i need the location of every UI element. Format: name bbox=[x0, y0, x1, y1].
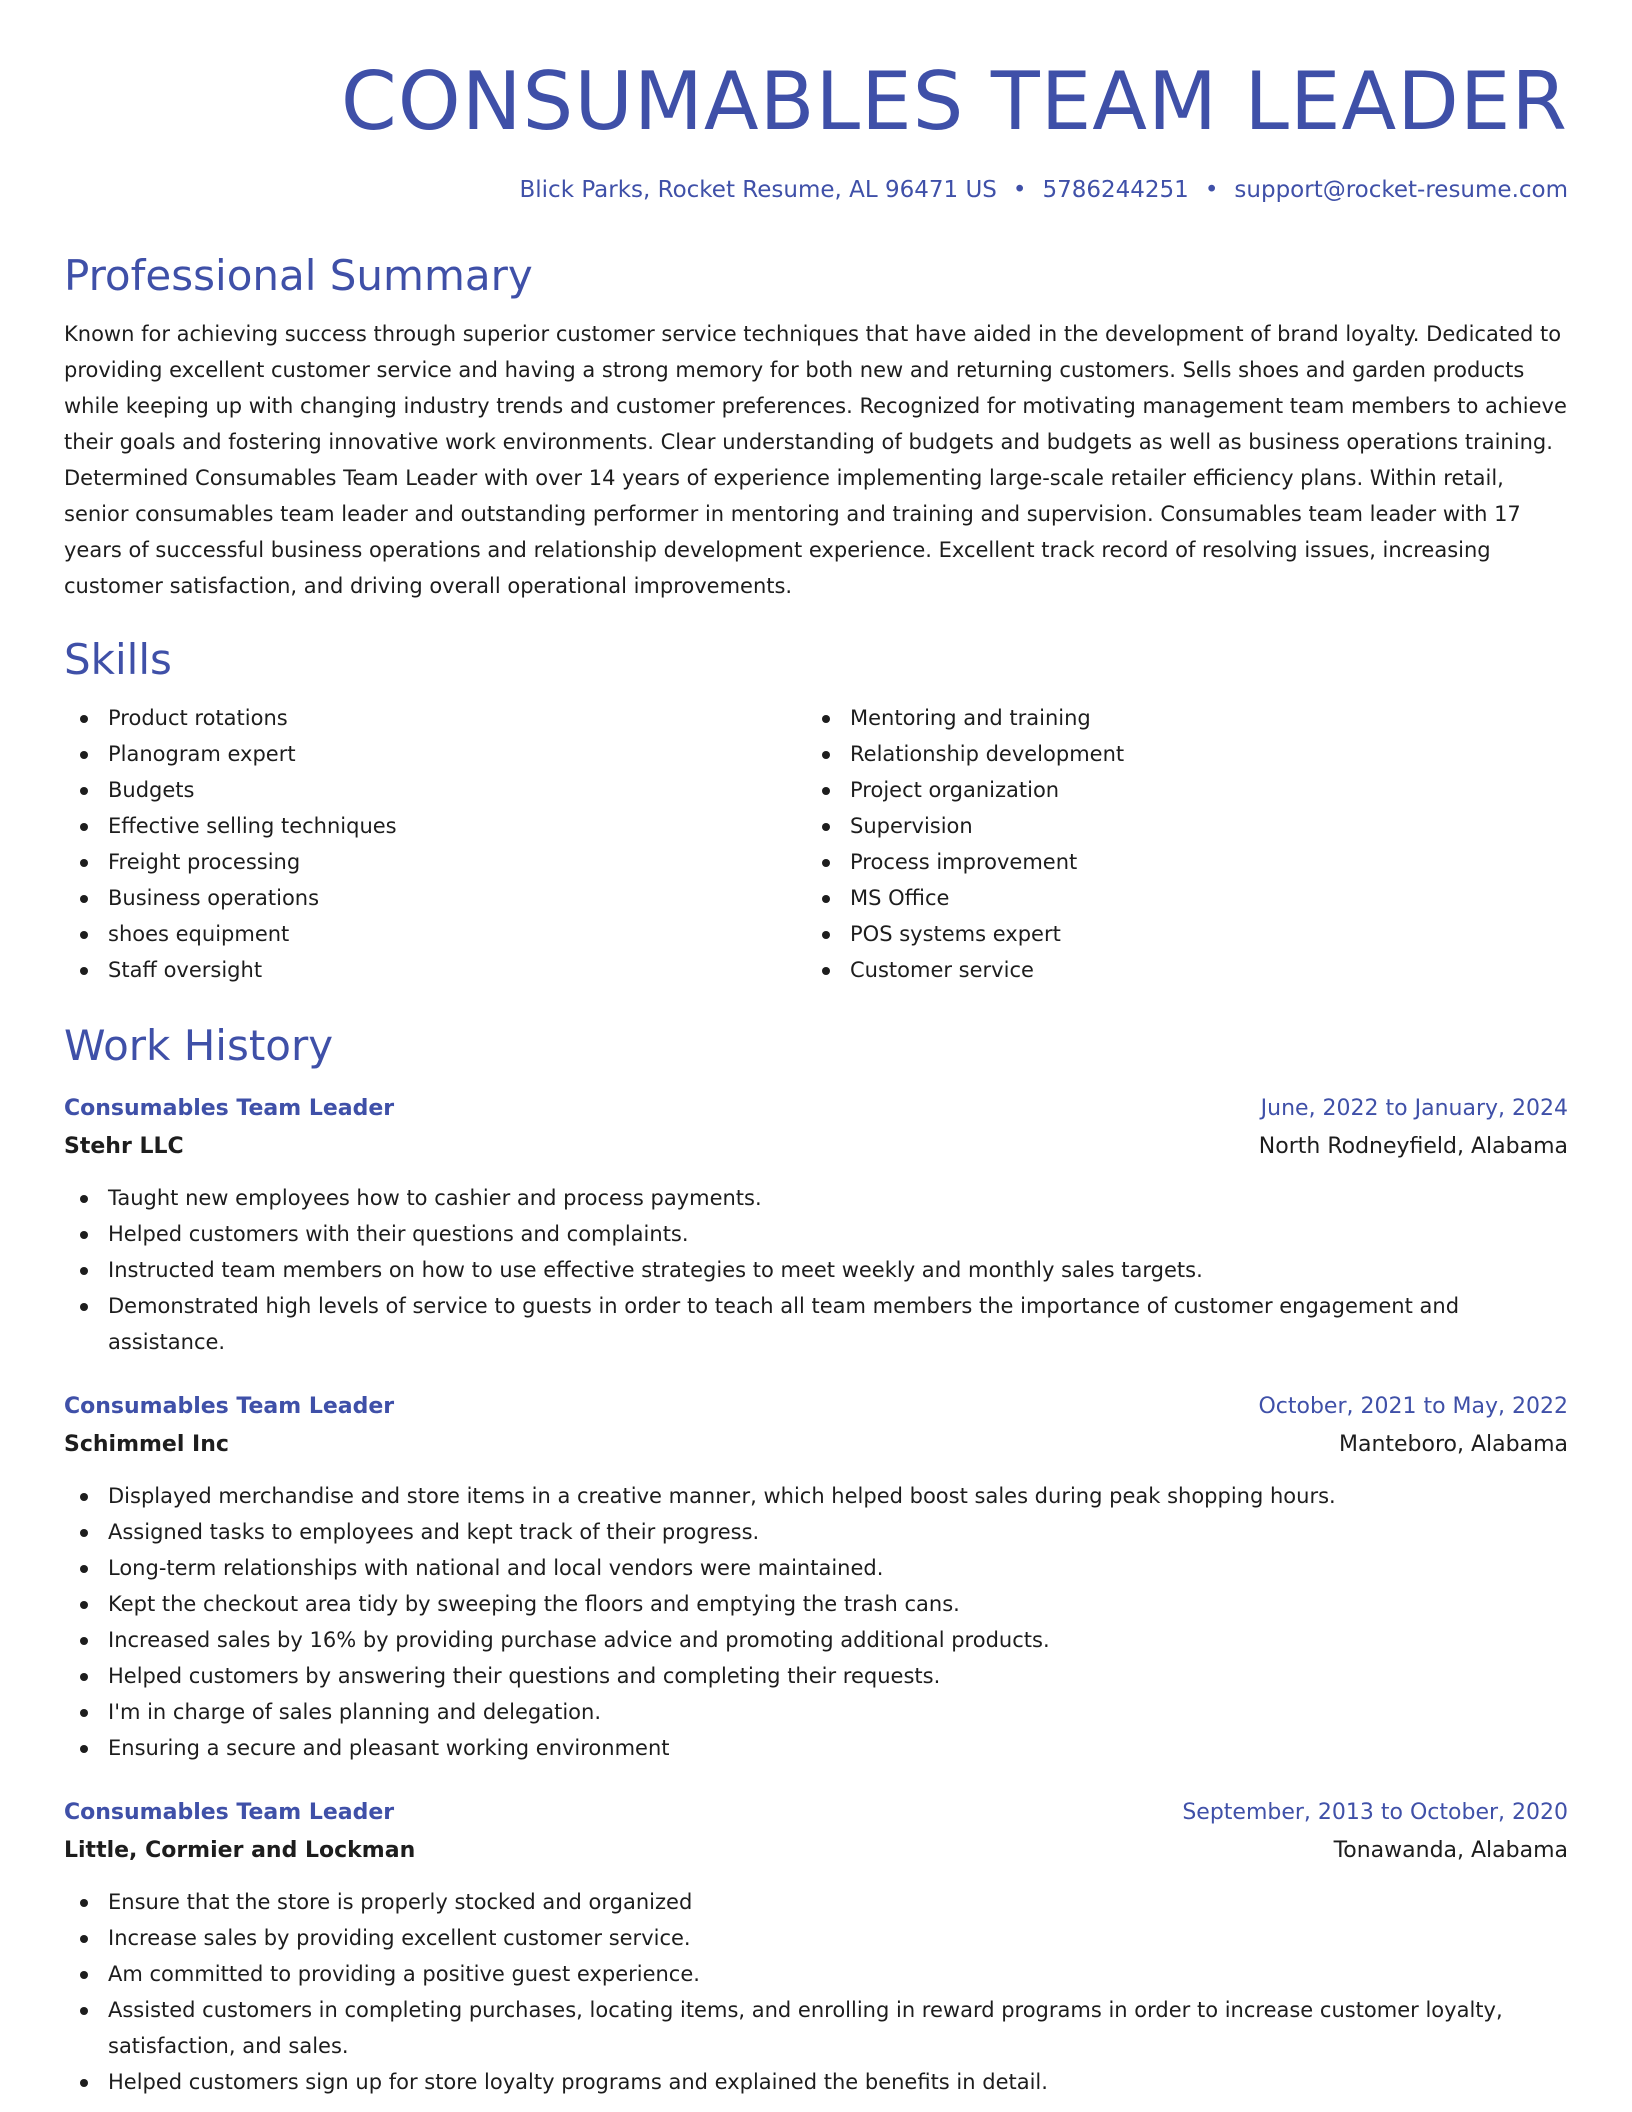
summary-text: Known for achieving success through superior customer service techniques that have aided in the development of brand loyalty. Dedicated to providing excellent customer service and having a strong memory for both new and returning customers. Sells shoes and garden products while keeping up with changing industry trends and customer preferences. Recognized for motivating management team members to achieve their goals and fostering innovative work environments. Clear understanding of budgets and budgets as well as business operations training. Determined Consumables Team Leader with over 14 years of experience implementing large-scale retailer efficiency plans. Within retail, senior consumables team leader and outstanding performer in mentoring and training and supervision. Consumables team leader with 17 years of successful business operations and relationship development experience. Excellent track record of resolving issues, increasing customer satisfaction, and driving overall operational improvements. bbox=[64, 322, 1567, 598]
job-bullet: Increase sales by providing excellent customer service. bbox=[64, 1920, 1568, 1956]
skills-heading: Skills bbox=[64, 635, 172, 684]
summary-heading: Professional Summary bbox=[64, 251, 533, 300]
skill-item: Relationship development bbox=[806, 736, 1548, 772]
skill-item: shoes equipment bbox=[64, 916, 806, 952]
job-bullet: Demonstrated high levels of service to guests in order to teach all team members the importance of customer engagement and assistance. bbox=[64, 1288, 1568, 1360]
job-header-row bbox=[64, 1090, 1568, 1128]
skill-item: POS systems expert bbox=[806, 916, 1548, 952]
resume-name: CONSUMABLES TEAM LEADER bbox=[340, 55, 1568, 148]
job-company-row bbox=[64, 1832, 1568, 1870]
skill-item: Effective selling techniques bbox=[64, 808, 806, 844]
job-bullet: Displayed merchandise and store items in a creative manner, which helped boost sales during peak shopping hours. bbox=[64, 1478, 1568, 1514]
skill-item: Mentoring and training bbox=[806, 700, 1548, 736]
job-entry bbox=[64, 1090, 1568, 1360]
job-header-row bbox=[64, 1794, 1568, 1832]
job-company: Stehr LLC bbox=[64, 1134, 184, 1159]
contact-separator: • bbox=[1012, 177, 1027, 203]
job-bullet: Ensuring a secure and pleasant working environment bbox=[64, 1730, 1568, 1766]
skill-item: Supervision bbox=[806, 808, 1548, 844]
job-title: Consumables Team Leader bbox=[64, 1800, 395, 1825]
skill-item: Project organization bbox=[806, 772, 1548, 808]
job-bullet: Instructed team members on how to use effective strategies to meet weekly and monthly sales targets. bbox=[64, 1252, 1568, 1288]
contact-separator: • bbox=[1204, 177, 1219, 203]
skill-item: Freight processing bbox=[64, 844, 806, 880]
contact-email: support@rocket-resume.com bbox=[1234, 177, 1568, 203]
job-bullet: Assigned tasks to employees and kept track of their progress. bbox=[64, 1514, 1568, 1550]
contact-line bbox=[64, 174, 1568, 206]
job-bullet: Am committed to providing a positive guest experience. bbox=[64, 1956, 1568, 1992]
job-entry bbox=[64, 1794, 1568, 2100]
skill-item: Staff oversight bbox=[64, 952, 806, 988]
job-entry bbox=[64, 1388, 1568, 1766]
skills-column-left bbox=[64, 700, 806, 988]
job-bullet: Helped customers sign up for store loyalty programs and explained the benefits in detail. bbox=[64, 2064, 1568, 2100]
skill-item: MS Office bbox=[806, 880, 1548, 916]
job-company-row bbox=[64, 1128, 1568, 1166]
job-bullet: Helped customers by answering their questions and completing their requests. bbox=[64, 1658, 1568, 1694]
skill-item: Product rotations bbox=[64, 700, 806, 736]
job-bullet: Helped customers with their questions and complaints. bbox=[64, 1216, 1568, 1252]
job-header-row bbox=[64, 1388, 1568, 1426]
job-title: Consumables Team Leader bbox=[64, 1096, 395, 1121]
job-bullets bbox=[64, 1180, 1568, 1360]
job-location: Tonawanda, Alabama bbox=[1333, 1838, 1568, 1863]
job-bullet: I'm in charge of sales planning and delegation. bbox=[64, 1694, 1568, 1730]
job-company: Little, Cormier and Lockman bbox=[64, 1838, 416, 1863]
skill-item: Business operations bbox=[64, 880, 806, 916]
work-history-list bbox=[64, 1090, 1568, 2100]
job-bullet: Ensure that the store is properly stocked and organized bbox=[64, 1884, 1568, 1920]
job-dates: October, 2021 to May, 2022 bbox=[1258, 1394, 1568, 1419]
job-bullet: Taught new employees how to cashier and process payments. bbox=[64, 1180, 1568, 1216]
skill-item: Process improvement bbox=[806, 844, 1548, 880]
job-company-row bbox=[64, 1426, 1568, 1464]
job-bullet: Long-term relationships with national and local vendors were maintained. bbox=[64, 1550, 1568, 1586]
job-location: North Rodneyfield, Alabama bbox=[1258, 1134, 1568, 1159]
resume-page bbox=[64, 0, 1568, 2112]
skill-item: Planogram expert bbox=[64, 736, 806, 772]
job-bullets bbox=[64, 1478, 1568, 1766]
job-dates: June, 2022 to January, 2024 bbox=[1260, 1096, 1568, 1121]
contact-phone: 5786244251 bbox=[1042, 177, 1189, 203]
job-bullet: Increased sales by 16% by providing purchase advice and promoting additional products. bbox=[64, 1622, 1568, 1658]
job-company: Schimmel Inc bbox=[64, 1432, 229, 1457]
skills-column-right bbox=[806, 700, 1548, 988]
skill-item: Budgets bbox=[64, 772, 806, 808]
job-title: Consumables Team Leader bbox=[64, 1394, 395, 1419]
job-bullets bbox=[64, 1884, 1568, 2100]
contact-address: Blick Parks, Rocket Resume, AL 96471 US bbox=[519, 177, 997, 203]
job-bullet: Kept the checkout area tidy by sweeping the floors and emptying the trash cans. bbox=[64, 1586, 1568, 1622]
job-dates: September, 2013 to October, 2020 bbox=[1182, 1800, 1568, 1825]
resume-header bbox=[64, 0, 1568, 206]
job-location: Manteboro, Alabama bbox=[1338, 1432, 1568, 1457]
skills-list bbox=[64, 700, 1568, 988]
job-bullet: Assisted customers in completing purchases, locating items, and enrolling in reward programs in order to increase customer loyalty, satisfaction, and sales. bbox=[64, 1992, 1568, 2064]
skill-item: Customer service bbox=[806, 952, 1548, 988]
work-history-heading: Work History bbox=[64, 1021, 334, 1070]
